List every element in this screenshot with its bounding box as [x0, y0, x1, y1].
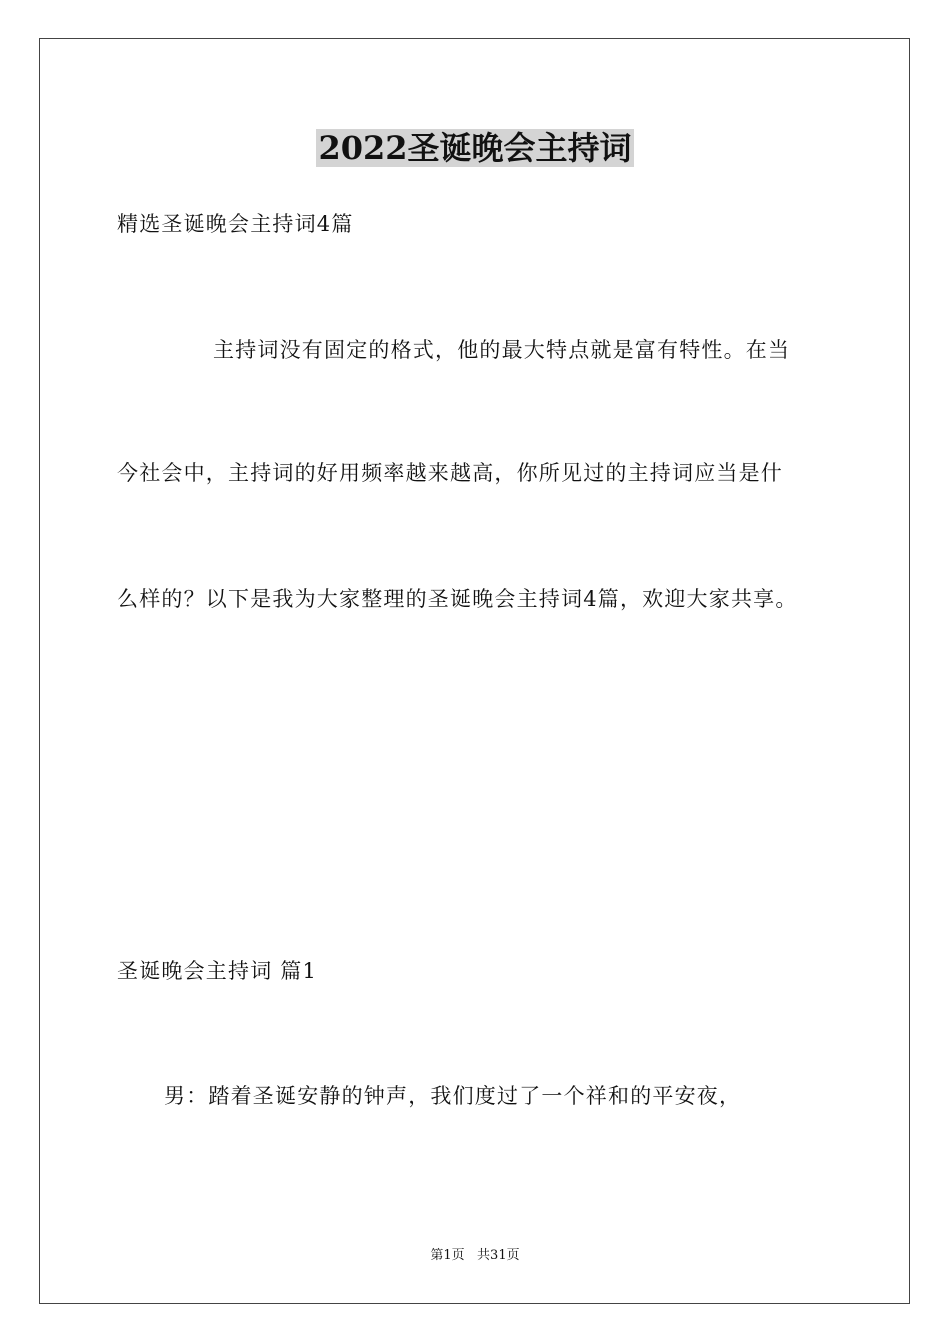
intro-paragraph-line: 主持词没有固定的格式，他的最大特点就是富有特性。在当 [213, 338, 791, 362]
section-paragraph-line: 男：踏着圣诞安静的钟声，我们度过了一个祥和的平安夜， [164, 1084, 742, 1108]
document-title [0, 126, 950, 170]
page-footer: 第1页 共31页 [430, 1248, 520, 1263]
section-heading: 圣诞晚会主持词 篇1 [117, 959, 318, 983]
intro-paragraph-line: 今社会中，主持词的好用频率越来越高，你所见过的主持词应当是什 [117, 461, 783, 485]
intro-paragraph-line: 么样的？以下是我为大家整理的圣诞晚会主持词4篇，欢迎大家共享。 [117, 587, 798, 611]
document-title-text: 2022圣诞晚会主持词 [318, 129, 632, 167]
document-subtitle: 精选圣诞晚会主持词4篇 [117, 212, 354, 236]
